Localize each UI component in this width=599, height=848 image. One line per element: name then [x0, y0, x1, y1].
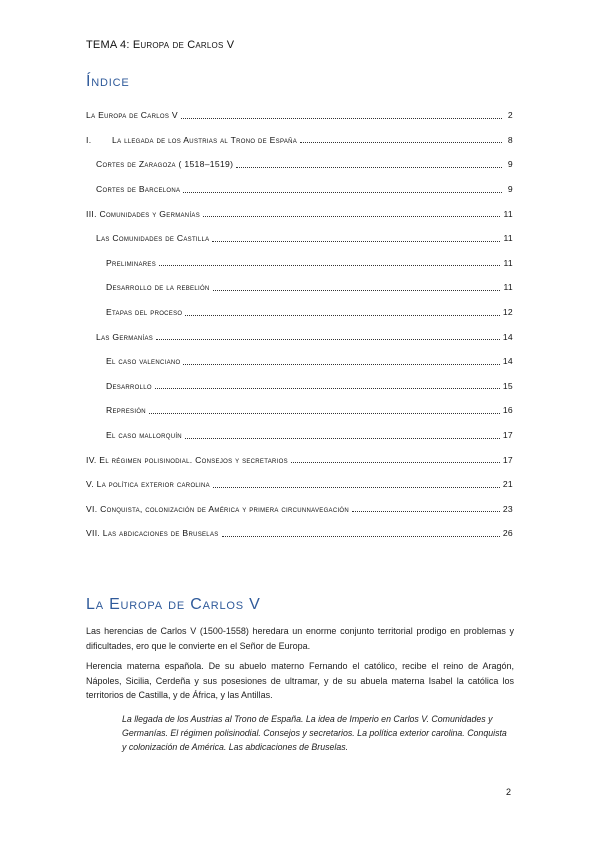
block-quote: La llegada de los Austrias al Trono de España. La idea de Imperio en Carlos V. Comunidades y Germanías. El régimen polisinodial. Consejos y secretarios. La política exterior carolina. Conquista y colonización de América. Las abdicaciones de Bruselas. [122, 714, 507, 752]
toc-leader [159, 265, 500, 266]
section-title: La Europa de Carlos V [86, 596, 261, 613]
toc-entry-label [106, 307, 182, 317]
toc-entry-text: Etapas del proceso [106, 307, 183, 318]
toc-entry-text: El caso mallorquín [106, 430, 182, 441]
toc-entry-label [86, 479, 210, 489]
index-title: Índice [86, 73, 130, 90]
toc-entry-page: 21 [502, 479, 513, 490]
toc-entry[interactable] [86, 423, 513, 448]
toc-entry-page: 23 [502, 503, 513, 514]
toc-entry-label [96, 332, 153, 342]
toc-leader [212, 241, 500, 242]
toc-entry[interactable] [86, 226, 513, 251]
toc-leader [185, 315, 499, 316]
toc-entry-page: 12 [502, 307, 513, 318]
toc-entry-label [86, 528, 219, 538]
toc-entry-page: 2 [507, 110, 513, 121]
toc-entry-text: Desarrollo [106, 380, 152, 391]
toc-leader [185, 438, 500, 439]
toc-entry-page: 11 [503, 208, 513, 219]
toc-entry-page: 15 [502, 380, 513, 391]
toc-entry[interactable] [86, 103, 513, 128]
toc-entry-label [106, 282, 210, 292]
toc-leader [213, 487, 500, 488]
toc-entry-label [96, 233, 209, 243]
toc-entry[interactable] [86, 349, 513, 374]
paragraph-2: Herencia materna española. De su abuelo materno Fernando el católico, recibe el reino de Aragón, Nápoles, Sicilia, Cerdeña y sus posesiones de ultramar, y de su abuela materna Isabel la católica los territorios de Castilla, y de África, y las Antillas. [86, 661, 514, 700]
page-number: 2 [506, 787, 512, 797]
toc-entry[interactable] [86, 201, 513, 226]
toc-entry-page: 9 [507, 184, 513, 195]
toc-entry-label [86, 135, 297, 145]
toc-entry-page: 16 [502, 405, 513, 416]
toc-entry[interactable] [86, 497, 513, 522]
toc-leader [181, 118, 502, 119]
toc-entry-number: I. [86, 134, 92, 145]
toc-leader [156, 339, 500, 340]
toc-leader [352, 511, 500, 512]
toc-entry-page: 26 [502, 528, 513, 539]
toc-entry[interactable] [86, 177, 513, 202]
toc-entry[interactable] [86, 251, 513, 276]
toc-entry-text: VI. Conquista, colonización de América y primera circunnavegación [86, 503, 350, 514]
toc-leader [183, 192, 502, 193]
toc-entry[interactable] [86, 472, 513, 497]
toc-entry[interactable] [86, 374, 513, 399]
toc-leader [149, 413, 500, 414]
toc-entry-text: Las Germanías [96, 331, 154, 342]
toc-entry-text: Las Comunidades de Castilla [96, 233, 210, 244]
toc-entry-label [106, 381, 152, 391]
toc-entry-label [106, 430, 182, 440]
toc-leader [300, 142, 502, 143]
toc-entry-text: Cortes de Barcelona [96, 184, 181, 195]
toc-entry[interactable] [86, 152, 513, 177]
toc-entry-label [106, 258, 156, 268]
toc-entry-label [106, 405, 146, 415]
toc-entry-text: Cortes de Zaragoza ( 1518–1519) [96, 159, 234, 170]
toc-entry[interactable] [86, 300, 513, 325]
toc-entry-label [86, 110, 178, 120]
table-of-contents [86, 103, 513, 546]
running-header: TEMA 4: Europa de Carlos V [86, 39, 235, 51]
toc-entry-text: VII. Las abdicaciones de Bruselas [86, 528, 219, 539]
toc-entry-text: La llegada de los Austrias al Trono de España [112, 134, 298, 145]
toc-entry-text: Preliminares [106, 257, 157, 268]
toc-entry-text: El caso valenciano [106, 356, 181, 367]
toc-entry-label [96, 159, 233, 169]
toc-entry-label [86, 209, 200, 219]
toc-entry-page: 14 [502, 331, 513, 342]
toc-entry[interactable] [86, 275, 513, 300]
toc-entry[interactable] [86, 324, 513, 349]
toc-entry-page: 17 [502, 454, 513, 465]
toc-entry-text: Represión [106, 405, 146, 416]
toc-leader [213, 290, 501, 291]
toc-entry-label [106, 356, 180, 366]
toc-entry-page: 11 [503, 233, 513, 244]
toc-entry-label [86, 455, 288, 465]
toc-entry-page: 11 [503, 282, 513, 293]
toc-leader [203, 216, 500, 217]
toc-entry-page: 14 [502, 356, 513, 367]
toc-entry[interactable] [86, 521, 513, 546]
toc-leader [155, 388, 500, 389]
toc-entry-page: 8 [507, 134, 513, 145]
toc-entry[interactable] [86, 398, 513, 423]
toc-entry-page: 9 [507, 159, 513, 170]
toc-entry-label [96, 184, 180, 194]
toc-entry[interactable] [86, 128, 513, 153]
toc-entry-text: Desarrollo de la rebelión [106, 282, 210, 293]
toc-leader [222, 536, 500, 537]
toc-entry-text: La Europa de Carlos V [86, 110, 178, 121]
toc-leader [236, 167, 502, 168]
toc-entry-label [86, 504, 349, 514]
toc-entry[interactable] [86, 447, 513, 472]
toc-leader [291, 462, 500, 463]
toc-entry-text: IV. El régimen polisinodial. Consejos y secretarios [86, 454, 288, 465]
toc-entry-page: 11 [503, 257, 513, 268]
toc-leader [183, 364, 499, 365]
paragraph-1: Las herencias de Carlos V (1500-1558) heredara un enorme conjunto territorial prodigo en problemas y dificultades, ero que le convierte en el Señor de Europa. [86, 626, 514, 651]
toc-entry-text: V. La política exterior carolina [86, 479, 210, 490]
toc-entry-page: 17 [502, 430, 513, 441]
toc-entry-text: III. Comunidades y Germanías [86, 208, 201, 219]
